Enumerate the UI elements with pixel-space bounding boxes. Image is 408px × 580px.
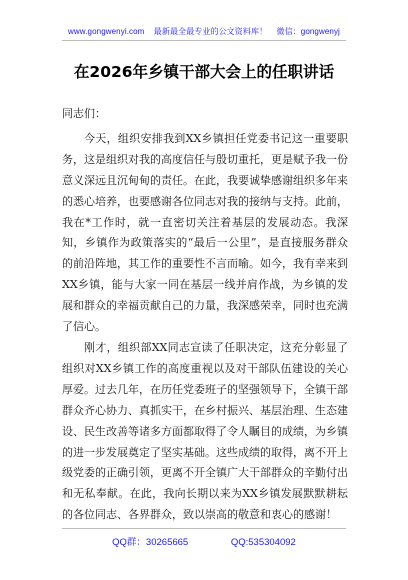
header-divider xyxy=(62,40,346,41)
footer-divider xyxy=(62,528,346,529)
header-slogan: 最新最全最专业的公文资料库！ xyxy=(153,27,268,36)
paragraph-1: 今天，组织安排我到XX乡镇担任党委书记这一重要职务，这是组织对我的高度信任与殷切重托，更是赋予我一份意义深远且沉甸甸的责任。在此，我要诚挚感谢组织多年来的悉心培养，也要感谢各位同志对我的接纳与支持。此前，我在*工作时，就一直密切关注着基层的发展动态。我深知，乡镇作为政策落实的“最后一公里”，是直接服务群众的前沿阵地，其工作的重要性不言而喻。如今，我有幸来到XX乡镇，能与大家一同在基层一线并肩作战，为乡镇的发展和群众的幸福贡献自己的力量，我深感荣幸，同时也充满了信心。 xyxy=(62,131,348,334)
page-header xyxy=(0,26,408,37)
document-title: 在2026年乡镇干部大会上的任职讲话 xyxy=(73,63,335,81)
qq-group: QQ群：30265665 xyxy=(112,537,189,548)
page-footer xyxy=(0,534,408,548)
document-body xyxy=(62,104,348,526)
paragraph-2: 刚才，组织部XX同志宣读了任职决定，这充分彰显了组织对XX乡镇工作的高度重视以及对干部队伍建设的关心厚爱。过去几年，在历任党委班子的坚强领导下，全镇干部群众齐心协力、真抓实干，在乡村振兴、基层治理、生态建设、民生改善等诸多方面都取得了令人瞩目的成绩，为乡镇的进一步发展奠定了坚实基础。这些成绩的取得，离不开上级党委的正确引领，更离不开全镇广大干部群众的辛勤付出和无私奉献。在此，我向长期以来为XX乡镇发展默默耕耘的各位同志、各界群众，致以崇高的敬意和衷心的感谢！ xyxy=(62,340,348,522)
wechat-id: 微信：gongwenyj xyxy=(276,27,340,36)
qq-number: QQ:535304092 xyxy=(230,537,296,548)
greeting: 同志们： xyxy=(62,107,106,120)
website-link[interactable]: www.gongwenyi.com xyxy=(68,27,145,36)
